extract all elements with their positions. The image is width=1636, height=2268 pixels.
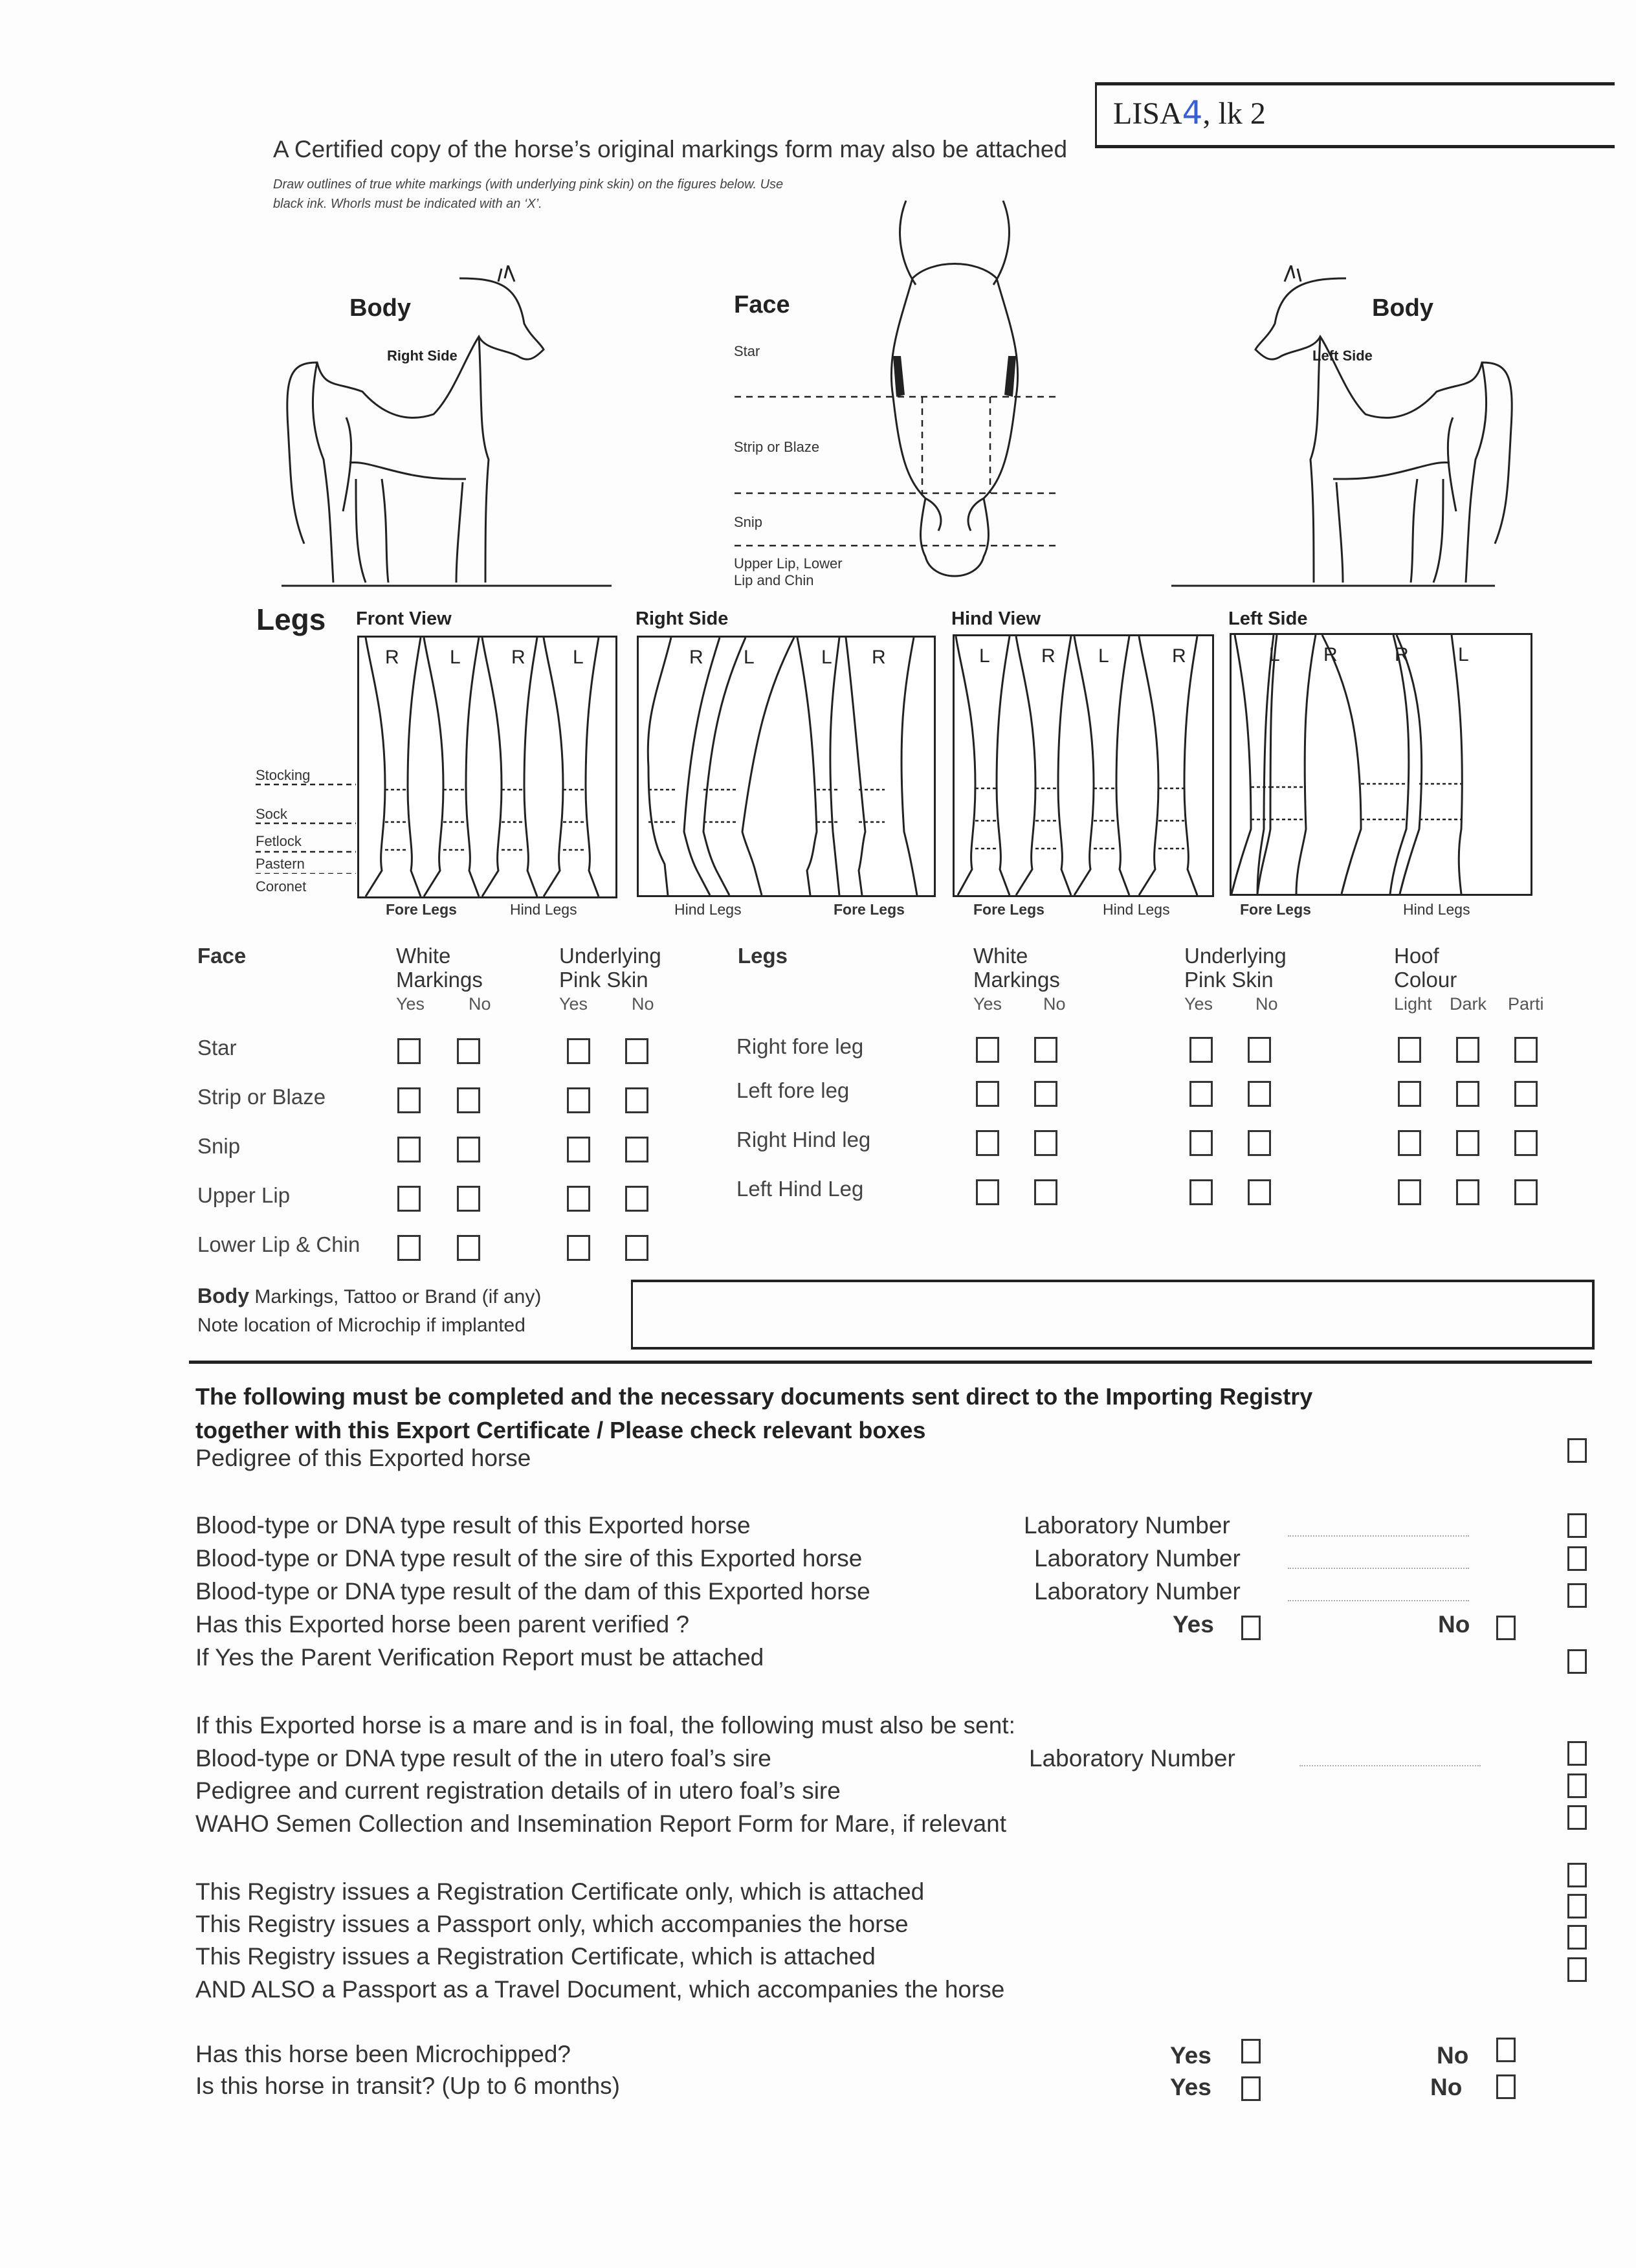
face-white-yes: Yes bbox=[396, 994, 425, 1014]
legs-white-no-checkbox[interactable] bbox=[1034, 1179, 1057, 1205]
drawing-instructions: Draw outlines of true white markings (with underlying pink skin) on the figures below. Use black ink. Whorls must be indicated with an ‘X’. bbox=[273, 177, 784, 211]
level-stocking: Stocking bbox=[256, 767, 311, 783]
pedigree-label: Pedigree of this Exported horse bbox=[195, 1445, 531, 1471]
transit-label: Is this horse in transit? (Up to 6 months) bbox=[195, 2073, 620, 2099]
header-line: Underlying bbox=[1184, 944, 1287, 968]
face-white-no: No bbox=[469, 994, 491, 1014]
leg-letter: R bbox=[511, 647, 525, 668]
level-fetlock: Fetlock bbox=[256, 833, 302, 849]
blood-dam-label: Blood-type or DNA type result of the dam of this Exported horse bbox=[195, 1578, 870, 1605]
face-white-no-checkbox[interactable] bbox=[457, 1235, 480, 1261]
legs-row-label: Left fore leg bbox=[736, 1078, 850, 1102]
foal-sire-pedigree-checkbox[interactable] bbox=[1567, 1773, 1587, 1798]
body-left-subtitle: Left Side bbox=[1312, 348, 1373, 364]
face-table-title: Face bbox=[197, 944, 247, 968]
face-row-label: Snip bbox=[197, 1134, 241, 1158]
leg-letter: L bbox=[979, 645, 990, 667]
and-passport-checkbox[interactable] bbox=[1567, 1957, 1587, 1982]
face-white-no-checkbox[interactable] bbox=[457, 1186, 480, 1212]
legs-white-no: No bbox=[1043, 994, 1066, 1014]
face-pink-no-checkbox[interactable] bbox=[625, 1087, 648, 1113]
parent-report-label: If Yes the Parent Verification Report must be attached bbox=[195, 1644, 764, 1671]
legs-white-yes-checkbox[interactable] bbox=[976, 1037, 999, 1063]
face-pink-yes-checkbox[interactable] bbox=[567, 1186, 590, 1212]
passport-only-checkbox[interactable] bbox=[1567, 1894, 1587, 1918]
microchipped-yes-label: Yes bbox=[1170, 2042, 1211, 2069]
reference-number bbox=[1113, 94, 1266, 131]
leg-letter: R bbox=[1323, 644, 1338, 665]
legs-white-yes: Yes bbox=[973, 994, 1002, 1014]
face-pink-no-checkbox[interactable] bbox=[625, 1038, 648, 1064]
leg-view-title-left: Left Side bbox=[1228, 608, 1308, 629]
hoof-dark-checkbox[interactable] bbox=[1456, 1081, 1479, 1107]
legs-col-white bbox=[973, 944, 1060, 992]
face-white-no-checkbox[interactable] bbox=[457, 1137, 480, 1162]
leg-letter: R bbox=[1172, 645, 1186, 667]
parent-verified-yes-checkbox[interactable] bbox=[1241, 1616, 1261, 1640]
header-line: Markings bbox=[973, 968, 1060, 992]
face-title: Face bbox=[734, 291, 790, 318]
legs-white-no-checkbox[interactable] bbox=[1034, 1081, 1057, 1107]
section-divider bbox=[189, 1361, 1592, 1364]
face-col-pink bbox=[559, 944, 661, 992]
heading-line: The following must be completed and the necessary documents sent direct to the Importing Registry bbox=[195, 1383, 1313, 1410]
level-coronet: Coronet bbox=[256, 878, 307, 895]
leg-letter: R bbox=[1041, 645, 1056, 667]
foal-sire-blood-checkbox[interactable] bbox=[1567, 1741, 1587, 1766]
reg-cert-only-label: This Registry issues a Registration Certificate only, which is attached bbox=[195, 1878, 925, 1905]
waho-label: WAHO Semen Collection and Insemination Report Form for Mare, if relevant bbox=[195, 1810, 1007, 1837]
hoof-parti-checkbox[interactable] bbox=[1514, 1037, 1538, 1063]
legs-white-no-checkbox[interactable] bbox=[1034, 1037, 1057, 1063]
legs-table-title: Legs bbox=[738, 944, 788, 968]
body-markings-bold: Body bbox=[197, 1284, 249, 1307]
front-view-legs-drawing bbox=[359, 638, 615, 896]
left-side-legs-drawing bbox=[1232, 635, 1531, 894]
leg-foot-left: Fore Legs bbox=[973, 901, 1045, 918]
hoof-parti-checkbox[interactable] bbox=[1514, 1081, 1538, 1107]
face-pink-yes-checkbox[interactable] bbox=[567, 1235, 590, 1261]
legs-col-pink bbox=[1184, 944, 1287, 992]
reference-suffix: , lk 2 bbox=[1202, 96, 1266, 131]
leg-letter: R bbox=[1395, 644, 1409, 665]
legs-white-no-checkbox[interactable] bbox=[1034, 1130, 1057, 1156]
heading-line: together with this Export Certificate / Please check relevant boxes bbox=[195, 1417, 926, 1443]
reference-handwritten: 4 bbox=[1182, 94, 1203, 131]
blood-sire-checkbox[interactable] bbox=[1567, 1546, 1587, 1571]
transit-no-label: No bbox=[1430, 2074, 1463, 2100]
parent-report-checkbox[interactable] bbox=[1567, 1649, 1587, 1674]
lab-number-label: Laboratory Number bbox=[1034, 1578, 1241, 1605]
face-pink-no: No bbox=[632, 994, 654, 1014]
header-line: Colour bbox=[1394, 968, 1457, 992]
blood-horse-label: Blood-type or DNA type result of this Exported horse bbox=[195, 1512, 751, 1539]
parent-verified-label: Has this Exported horse been parent verified ? bbox=[195, 1611, 690, 1638]
face-white-yes-checkbox[interactable] bbox=[397, 1137, 421, 1162]
leg-view-left-side[interactable] bbox=[1230, 633, 1532, 896]
face-white-no-checkbox[interactable] bbox=[457, 1038, 480, 1064]
microchipped-label: Has this horse been Microchipped? bbox=[195, 2041, 571, 2067]
face-row-label: Upper Lip bbox=[197, 1183, 291, 1207]
hoof-parti-checkbox[interactable] bbox=[1514, 1130, 1538, 1156]
face-zone-star: Star bbox=[734, 343, 760, 359]
hoof-light-checkbox[interactable] bbox=[1398, 1130, 1421, 1156]
body-markings-text: Markings, Tattoo or Brand (if any) bbox=[249, 1286, 542, 1307]
leg-view-right-side[interactable] bbox=[637, 636, 936, 897]
microchipped-no-checkbox[interactable] bbox=[1496, 2038, 1516, 2062]
leg-letter: L bbox=[821, 647, 832, 668]
leg-foot-right: Hind Legs bbox=[510, 901, 577, 918]
legs-pink-yes-checkbox[interactable] bbox=[1189, 1037, 1213, 1063]
leg-view-front[interactable] bbox=[357, 636, 617, 898]
legs-col-hoof bbox=[1394, 944, 1457, 992]
hoof-light-checkbox[interactable] bbox=[1398, 1081, 1421, 1107]
requirements-heading bbox=[195, 1380, 1587, 1447]
level-guide-lines bbox=[256, 783, 359, 874]
leg-foot-right: Fore Legs bbox=[834, 901, 905, 918]
legs-pink-no-checkbox[interactable] bbox=[1248, 1179, 1271, 1205]
legs-row-label: Left Hind Leg bbox=[736, 1177, 864, 1201]
legs-pink-yes-checkbox[interactable] bbox=[1189, 1130, 1213, 1156]
leg-letter: L bbox=[1458, 644, 1469, 665]
leg-letter: L bbox=[573, 647, 584, 668]
lab-number-label: Laboratory Number bbox=[1024, 1512, 1230, 1539]
hoof-parti: Parti bbox=[1508, 994, 1544, 1014]
reg-cert-checkbox[interactable] bbox=[1567, 1925, 1587, 1950]
legs-white-yes-checkbox[interactable] bbox=[976, 1179, 999, 1205]
legs-diagram-title: Legs bbox=[256, 603, 326, 636]
hoof-dark-checkbox[interactable] bbox=[1456, 1037, 1479, 1063]
legs-pink-no-checkbox[interactable] bbox=[1248, 1130, 1271, 1156]
reg-cert-only-checkbox[interactable] bbox=[1567, 1863, 1587, 1887]
level-sock: Sock bbox=[256, 806, 287, 822]
transit-yes-label: Yes bbox=[1170, 2074, 1211, 2100]
face-pink-yes-checkbox[interactable] bbox=[567, 1038, 590, 1064]
body-right-title: Body bbox=[349, 295, 411, 322]
face-pink-no-checkbox[interactable] bbox=[625, 1186, 648, 1212]
legs-white-yes-checkbox[interactable] bbox=[976, 1081, 999, 1107]
lab-number-label: Laboratory Number bbox=[1029, 1745, 1235, 1772]
blood-horse-checkbox[interactable] bbox=[1567, 1513, 1587, 1538]
face-row-label: Lower Lip & Chin bbox=[197, 1232, 360, 1256]
hoof-dark-checkbox[interactable] bbox=[1456, 1179, 1479, 1205]
legs-pink-yes: Yes bbox=[1184, 994, 1213, 1014]
header-line: Pink Skin bbox=[559, 968, 648, 992]
horse-left-side-drawing[interactable] bbox=[1113, 265, 1527, 595]
header-line: Underlying bbox=[559, 944, 661, 968]
face-row-label: Strip or Blaze bbox=[197, 1085, 326, 1109]
leg-letter: R bbox=[385, 647, 399, 668]
legs-pink-no: No bbox=[1255, 994, 1278, 1014]
legs-pink-no-checkbox[interactable] bbox=[1248, 1037, 1271, 1063]
body-markings-label bbox=[197, 1282, 541, 1340]
parent-verified-no-checkbox[interactable] bbox=[1496, 1616, 1516, 1640]
face-zone-strip: Strip or Blaze bbox=[734, 439, 820, 455]
reference-printed: LISA bbox=[1113, 96, 1182, 131]
header-line: Pink Skin bbox=[1184, 968, 1274, 992]
lab-number-field-foal-sire[interactable] bbox=[1299, 1764, 1481, 1766]
face-pink-no-checkbox[interactable] bbox=[625, 1235, 648, 1261]
lab-number-label: Laboratory Number bbox=[1034, 1545, 1241, 1572]
face-row-label: Star bbox=[197, 1036, 237, 1060]
microchip-note: Note location of Microchip if implanted bbox=[197, 1315, 525, 1336]
parent-verified-yes-label: Yes bbox=[1173, 1611, 1214, 1638]
foal-sire-blood-label: Blood-type or DNA type result of the in utero foal’s sire bbox=[195, 1745, 771, 1772]
face-white-yes-checkbox[interactable] bbox=[397, 1038, 421, 1064]
microchipped-no-label: No bbox=[1437, 2042, 1469, 2069]
intro-text: A Certified copy of the horse’s original markings form may also be attached bbox=[273, 136, 1068, 162]
face-pink-yes: Yes bbox=[559, 994, 588, 1014]
face-col-white bbox=[396, 944, 483, 992]
transit-no-checkbox[interactable] bbox=[1496, 2074, 1516, 2099]
header-line: White bbox=[973, 944, 1028, 968]
hoof-light-checkbox[interactable] bbox=[1398, 1179, 1421, 1205]
leg-letter: R bbox=[689, 647, 703, 668]
leg-letter: L bbox=[1098, 645, 1109, 667]
lab-number-field-dam[interactable] bbox=[1288, 1599, 1469, 1601]
hoof-light: Light bbox=[1394, 994, 1432, 1014]
leg-foot-right: Hind Legs bbox=[1403, 901, 1470, 918]
foal-sire-pedigree-label: Pedigree and current registration details of in utero foal’s sire bbox=[195, 1777, 841, 1804]
horse-face-drawing[interactable] bbox=[731, 194, 1068, 595]
hoof-light-checkbox[interactable] bbox=[1398, 1037, 1421, 1063]
microchipped-yes-checkbox[interactable] bbox=[1241, 2039, 1261, 2063]
hind-view-legs-drawing bbox=[955, 636, 1212, 895]
leg-foot-left: Hind Legs bbox=[674, 901, 742, 918]
body-right-subtitle: Right Side bbox=[387, 348, 458, 364]
face-white-no-checkbox[interactable] bbox=[457, 1087, 480, 1113]
face-white-yes-checkbox[interactable] bbox=[397, 1235, 421, 1261]
leg-letter: L bbox=[1269, 644, 1280, 665]
leg-letter: L bbox=[744, 647, 755, 668]
legs-white-yes-checkbox[interactable] bbox=[976, 1130, 999, 1156]
legs-pink-no-checkbox[interactable] bbox=[1248, 1081, 1271, 1107]
blood-dam-checkbox[interactable] bbox=[1567, 1583, 1587, 1608]
body-left-title: Body bbox=[1372, 295, 1433, 322]
leg-foot-left: Fore Legs bbox=[1240, 901, 1311, 918]
face-white-yes-checkbox[interactable] bbox=[397, 1087, 421, 1113]
mare-intro: If this Exported horse is a mare and is in foal, the following must also be sent: bbox=[195, 1712, 1015, 1739]
legs-pink-yes-checkbox[interactable] bbox=[1189, 1179, 1213, 1205]
right-side-legs-drawing bbox=[639, 638, 934, 895]
body-markings-field[interactable] bbox=[631, 1280, 1595, 1350]
and-passport-label: AND ALSO a Passport as a Travel Document, which accompanies the horse bbox=[195, 1976, 1005, 2003]
passport-only-label: This Registry issues a Passport only, which accompanies the horse bbox=[195, 1911, 909, 1937]
leg-view-title-hind: Hind View bbox=[951, 608, 1041, 629]
face-pink-yes-checkbox[interactable] bbox=[567, 1137, 590, 1162]
transit-yes-checkbox[interactable] bbox=[1241, 2076, 1261, 2101]
horse-right-side-drawing[interactable] bbox=[272, 265, 686, 595]
level-pastern: Pastern bbox=[256, 856, 305, 872]
legs-row-label: Right Hind leg bbox=[736, 1128, 871, 1151]
hoof-dark-checkbox[interactable] bbox=[1456, 1130, 1479, 1156]
leg-letter: R bbox=[872, 647, 886, 668]
leg-view-title-right: Right Side bbox=[636, 608, 729, 629]
face-pink-yes-checkbox[interactable] bbox=[567, 1087, 590, 1113]
leg-foot-right: Hind Legs bbox=[1103, 901, 1170, 918]
parent-verified-no-label: No bbox=[1438, 1611, 1470, 1638]
face-white-yes-checkbox[interactable] bbox=[397, 1186, 421, 1212]
waho-checkbox[interactable] bbox=[1567, 1805, 1587, 1830]
face-zone-snip: Snip bbox=[734, 514, 763, 530]
pedigree-checkbox[interactable] bbox=[1567, 1438, 1587, 1463]
blood-sire-label: Blood-type or DNA type result of the sire of this Exported horse bbox=[195, 1545, 863, 1572]
leg-letter: L bbox=[450, 647, 461, 668]
reg-cert-label: This Registry issues a Registration Certificate, which is attached bbox=[195, 1943, 876, 1970]
header-line: Markings bbox=[396, 968, 483, 992]
header-line: White bbox=[396, 944, 451, 968]
leg-view-title-front: Front View bbox=[356, 608, 452, 629]
lab-number-field-horse[interactable] bbox=[1288, 1534, 1469, 1537]
lab-number-field-sire[interactable] bbox=[1288, 1566, 1469, 1569]
legs-pink-yes-checkbox[interactable] bbox=[1189, 1081, 1213, 1107]
face-pink-no-checkbox[interactable] bbox=[625, 1137, 648, 1162]
hoof-dark: Dark bbox=[1450, 994, 1487, 1014]
face-zone-lips: Upper Lip, Lower Lip and Chin bbox=[734, 555, 843, 588]
legs-row-label: Right fore leg bbox=[736, 1034, 864, 1058]
hoof-parti-checkbox[interactable] bbox=[1514, 1179, 1538, 1205]
leg-view-hind[interactable] bbox=[953, 634, 1214, 897]
header-line: Hoof bbox=[1394, 944, 1439, 968]
leg-foot-left: Fore Legs bbox=[386, 901, 457, 918]
